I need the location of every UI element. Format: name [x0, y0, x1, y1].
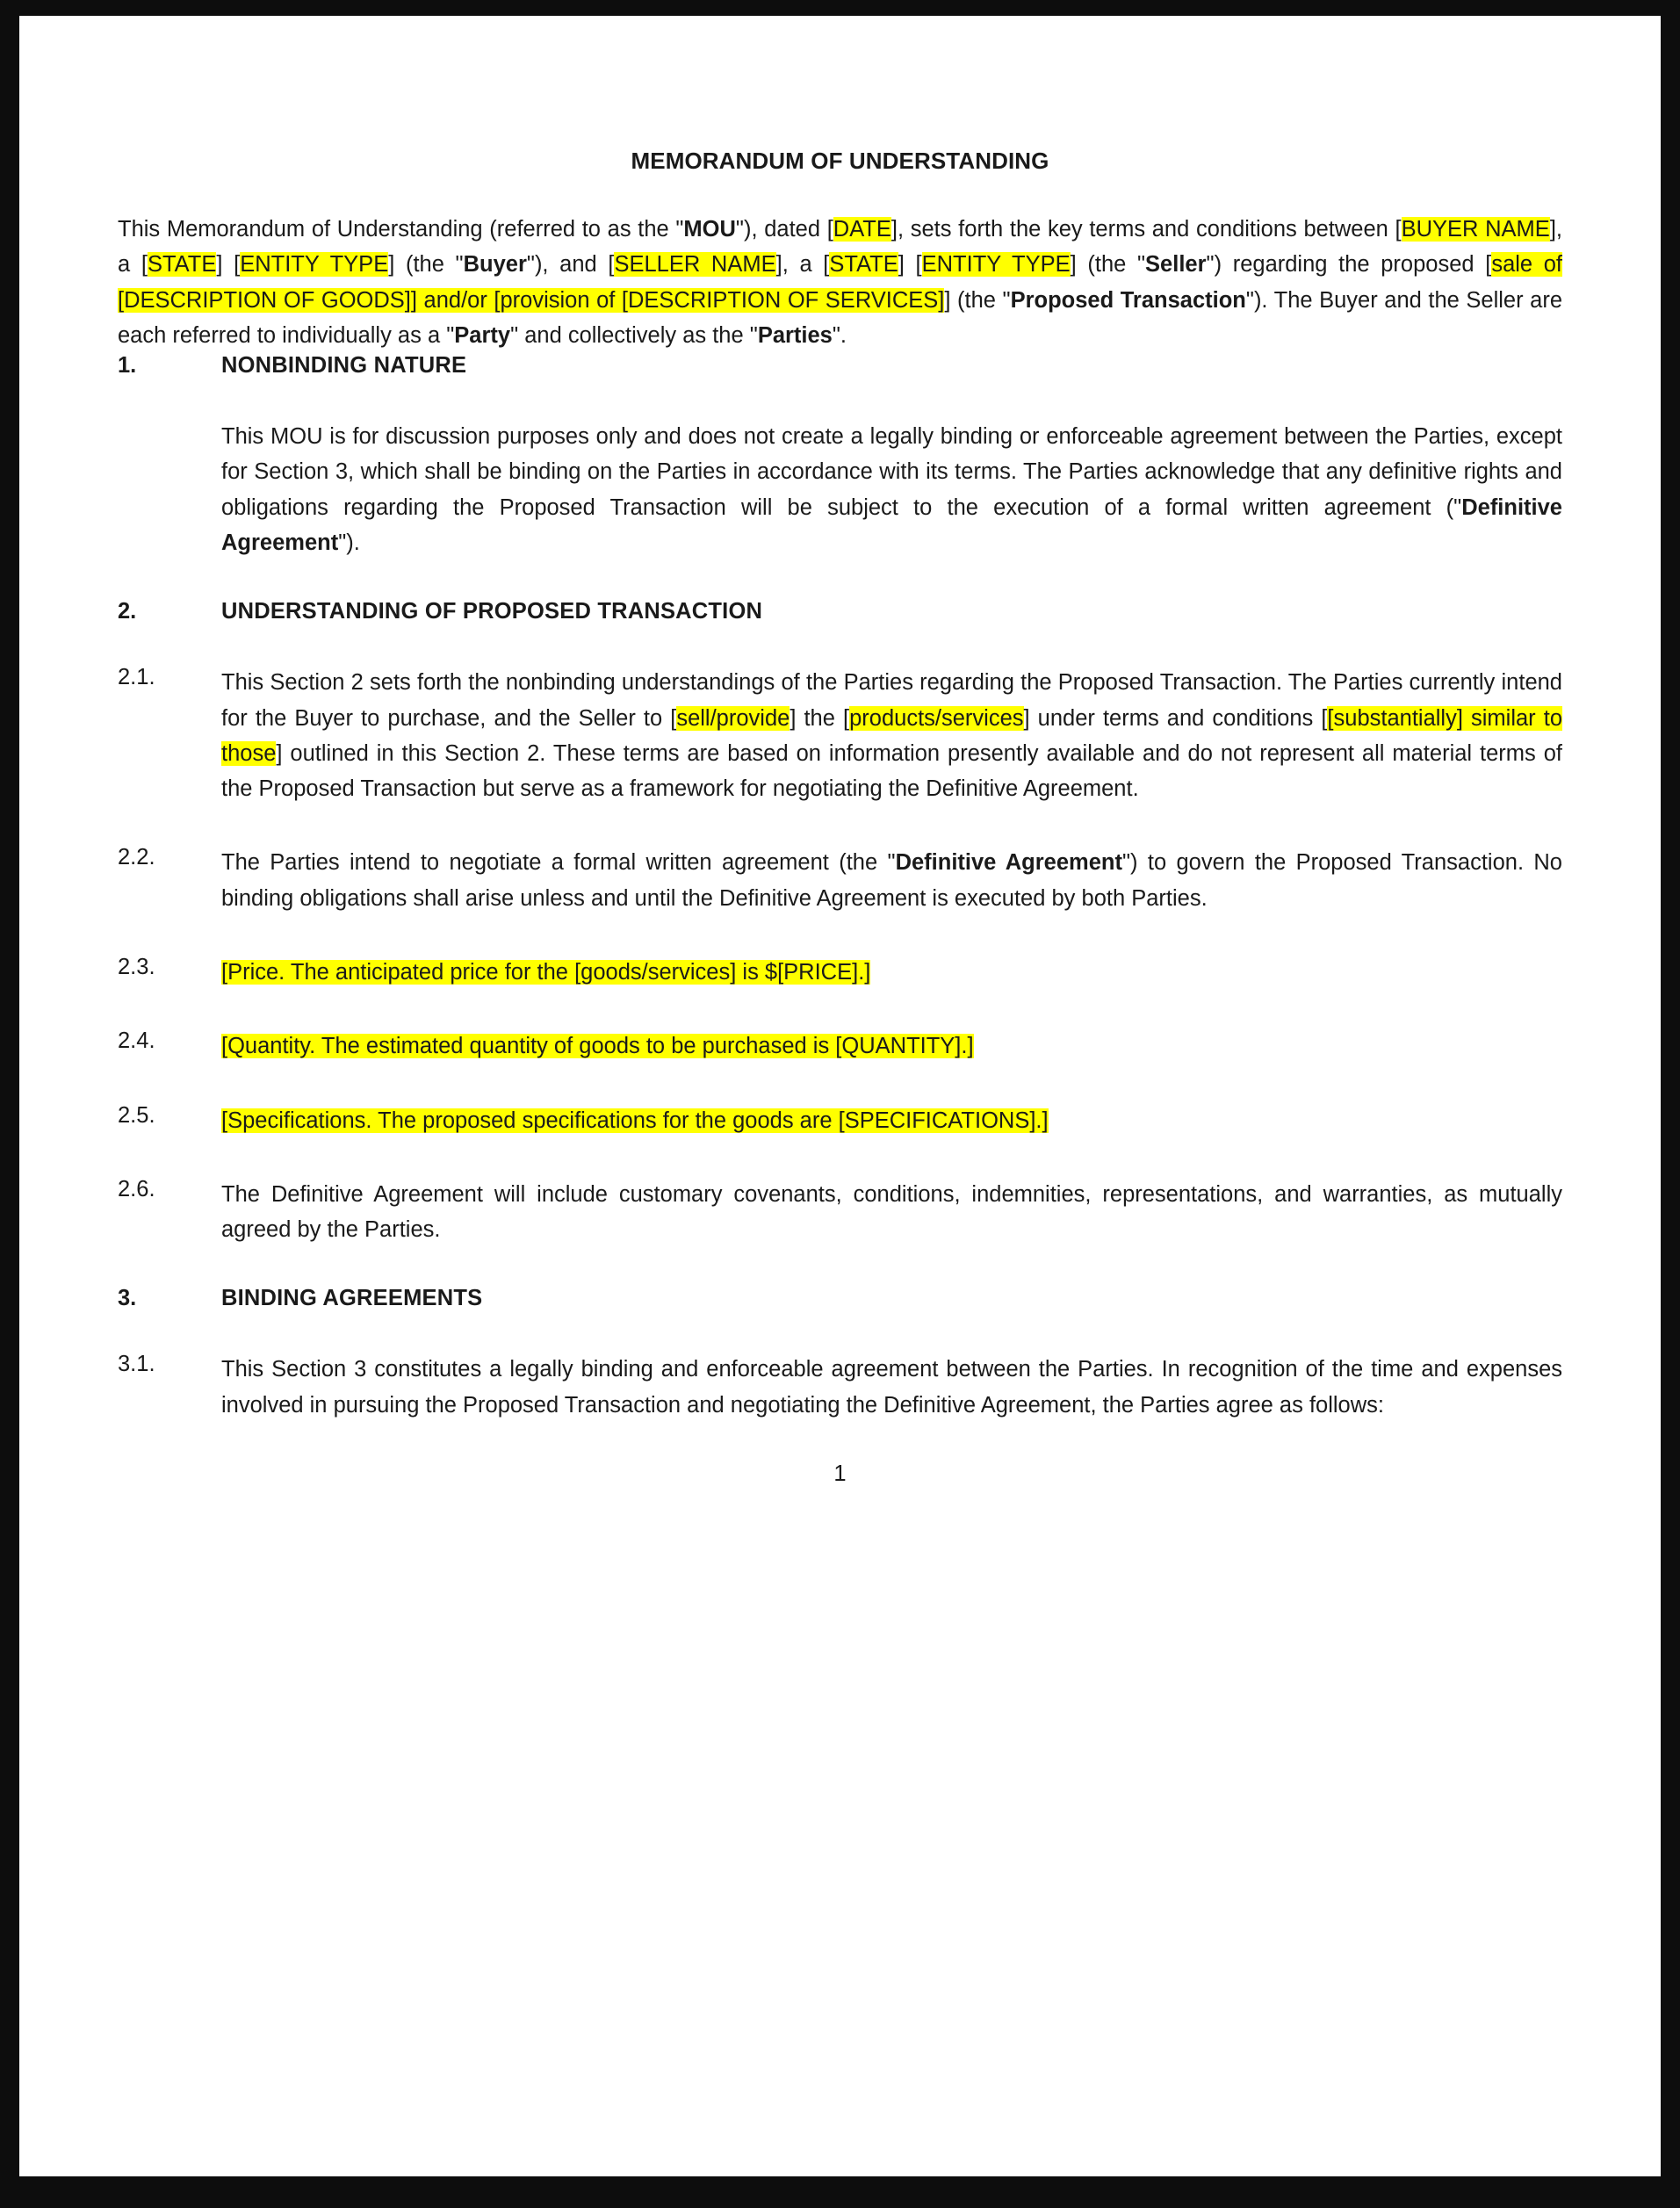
intro-text-7: "), and [ [526, 252, 615, 278]
proposed-transaction-term: Proposed Transaction [1010, 287, 1246, 313]
definitive-agreement-term-2: Definitive Agreement [895, 850, 1122, 876]
section-heading-1 [118, 353, 1562, 379]
clause-text-3-1: This Section 3 constitutes a legally binding and enforceable agreement between the Parties. In recognition of the time and expenses involved in pursuing the Proposed Transaction and negotiating the Definitive Agreement, the Parties agree as follows: [221, 1357, 1562, 1418]
placeholder-entity-type-2: ENTITY TYPE [921, 252, 1071, 278]
clause-2-2 [118, 845, 1562, 916]
clause-2-1-text-3: ] under terms and conditions [ [1023, 705, 1328, 731]
page-title: MEMORANDUM OF UNDERSTANDING [631, 148, 1049, 174]
intro-text-14: " and collectively as the " [510, 322, 758, 348]
clause-number-2-1: 2.1. [118, 665, 155, 690]
section-1-text-2: "). [338, 530, 360, 555]
intro-text-3: ], sets forth the key terms and conditions between [ [890, 217, 1402, 242]
clause-number-2-6: 2.6. [118, 1176, 155, 1201]
clause-2-1-text-4: ] outlined in this Section 2. These terms are based on information presently available and do not represent all material terms of the Proposed Transaction but serve as a framework for negotiating the Definitive Agreement. [221, 740, 1562, 802]
clause-text-2-4 [221, 1028, 1562, 1064]
clause-number-2-2: 2.2. [118, 845, 155, 870]
section-title-2: UNDERSTANDING OF PROPOSED TRANSACTION [221, 599, 763, 624]
placeholder-substantially-similar: [substantially] similar to those [221, 705, 1562, 766]
placeholder-products-services: products/services [849, 705, 1024, 731]
intro-text-10: ] (the " [1070, 252, 1146, 278]
placeholder-seller-name: SELLER NAME [614, 252, 776, 278]
clause-2-2-text-2: ") to govern the Proposed Transaction. No binding obligations shall arise unless and until the Definitive Agreement is executed by both Parties. [221, 850, 1562, 911]
section-title-3: BINDING AGREEMENTS [221, 1286, 483, 1311]
placeholder-entity-type-1: ENTITY TYPE [240, 252, 389, 278]
placeholder-specifications: [Specifications. The proposed specifications for the goods are [SPECIFICATIONS].] [221, 1108, 1049, 1133]
intro-text-12: ] (the " [944, 287, 1011, 313]
clause-number-2-4: 2.4. [118, 1028, 155, 1054]
clause-text-2-1 [221, 665, 1562, 806]
clause-2-3 [118, 955, 1562, 990]
clause-2-2-text-1: The Parties intend to negotiate a formal written agreement (the " [221, 850, 896, 876]
intro-text-11: ") regarding the proposed [ [1206, 252, 1492, 278]
clause-2-4 [118, 1028, 1562, 1064]
section-number-1: 1. [118, 353, 137, 379]
parties-term: Parties [757, 322, 833, 348]
clause-number-3-1: 3.1. [118, 1352, 155, 1377]
clause-number-2-5: 2.5. [118, 1102, 155, 1128]
intro-text-1: This Memorandum of Understanding (referred to as the " [118, 217, 684, 242]
intro-text-2: "), dated [ [735, 217, 833, 242]
clause-2-6 [118, 1177, 1562, 1248]
section-heading-2 [118, 599, 1562, 624]
intro-text-6: ] (the " [388, 252, 464, 278]
placeholder-sell-provide: sell/provide [676, 705, 790, 731]
placeholder-state-1: STATE [147, 252, 217, 278]
clause-text-2-2 [221, 845, 1562, 916]
section-title-1: NONBINDING NATURE [221, 353, 467, 379]
placeholder-goods-services: sale of [DESCRIPTION OF GOODS]] and/or [provision of [DESCRIPTION OF SERVICES] [118, 252, 1563, 313]
placeholder-state-2: STATE [829, 252, 898, 278]
buyer-term: Buyer [463, 252, 527, 278]
document-page [19, 16, 1661, 2176]
placeholder-date: DATE [833, 217, 891, 242]
clause-2-1 [118, 665, 1562, 806]
intro-text-15: ". [832, 322, 847, 348]
clause-3-1 [118, 1352, 1562, 1423]
placeholder-price: [Price. The anticipated price for the [goods/services] is $[PRICE].] [221, 959, 871, 985]
clause-text-2-6: The Definitive Agreement will include customary covenants, conditions, indemnities, representations, and warranties, as mutually agreed by the Parties. [221, 1181, 1562, 1243]
intro-text-13: "). The Buyer and the Seller are each referred to individually as a " [118, 287, 1563, 348]
intro-text-8: ], a [ [775, 252, 830, 278]
clause-2-1-text-2: ] the [ [790, 705, 850, 731]
section-1-text-1: This MOU is for discussion purposes only and does not create a legally binding or enforceable agreement between the Parties, except for Section 3, which shall be binding on the Parties in accordance with its terms. The Parties acknowledge that any definitive rights and obligations regarding the Proposed Transaction will be subject to the execution of a formal written agreement (" [221, 424, 1562, 520]
clause-text-2-5 [221, 1103, 1562, 1138]
placeholder-buyer-name: BUYER NAME [1401, 217, 1550, 242]
clause-text-2-3 [221, 955, 1562, 990]
clause-number-2-3: 2.3. [118, 954, 155, 979]
section-number-3: 3. [118, 1286, 137, 1311]
intro-text-5: ] [ [216, 252, 241, 278]
definitive-agreement-term-1: Definitive Agreement [221, 494, 1562, 555]
clause-2-1-text-1: This Section 2 sets forth the nonbinding understandings of the Parties regarding the Proposed Transaction. The Parties currently intend for the Buyer to purchase, and the Seller to [ [221, 670, 1562, 731]
section-heading-3 [118, 1286, 1562, 1311]
clause-2-5 [118, 1103, 1562, 1138]
party-term: Party [454, 322, 511, 348]
intro-text-4: ], a [ [118, 217, 1562, 278]
intro-text-9: ] [ [898, 252, 922, 278]
page-footer-number: 1 [833, 1461, 847, 1486]
intro-paragraph [118, 212, 1562, 353]
section-1-body [221, 419, 1562, 560]
placeholder-quantity: [Quantity. The estimated quantity of goods to be purchased is [QUANTITY].] [221, 1034, 974, 1059]
seller-term: Seller [1145, 252, 1207, 278]
mou-term: MOU [683, 217, 736, 242]
section-number-2: 2. [118, 599, 137, 624]
